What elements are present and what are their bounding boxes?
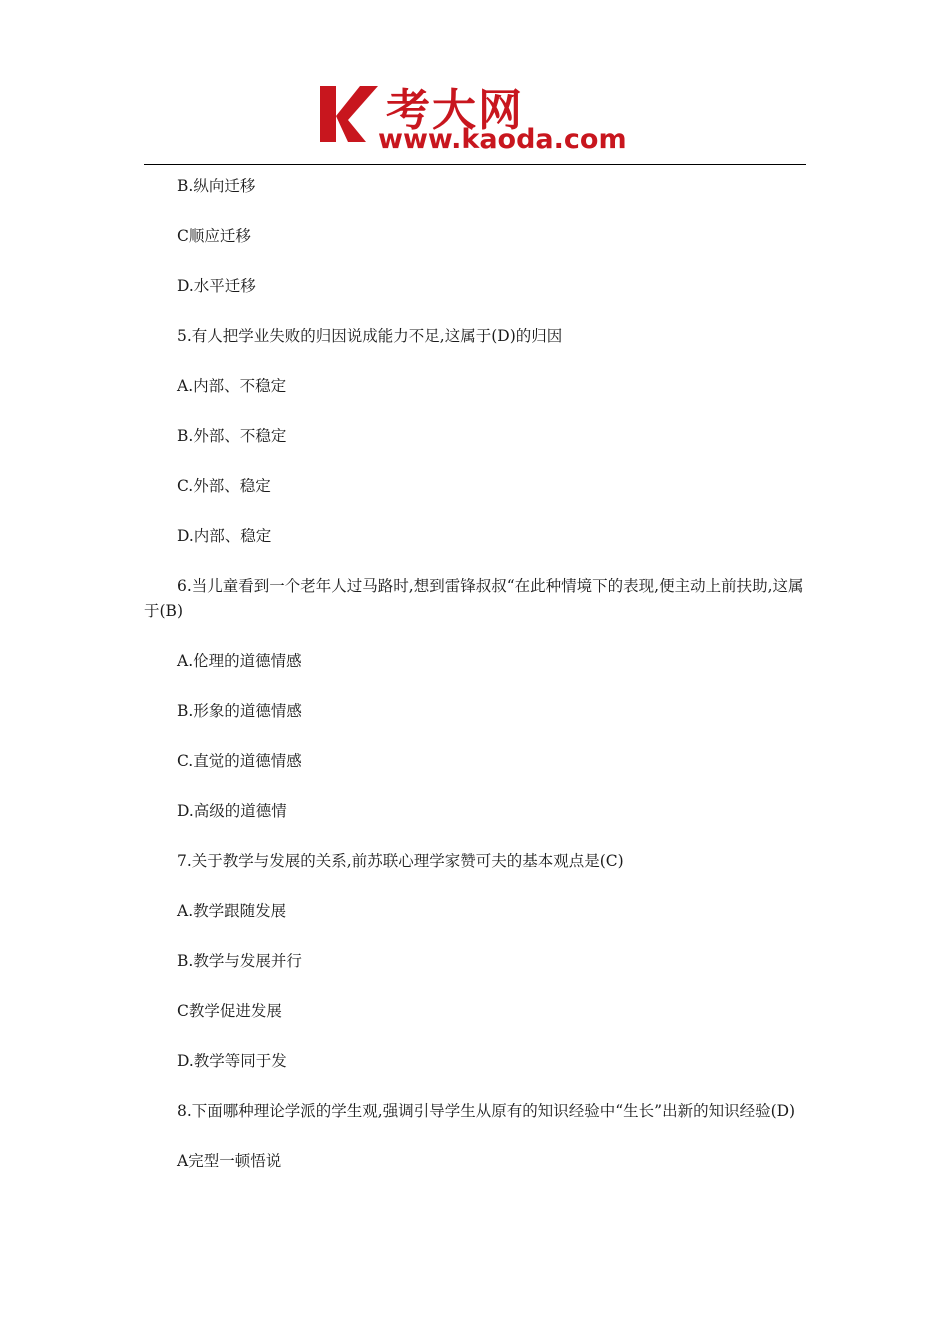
option-line: C.直觉的道德情感 — [177, 752, 302, 770]
option-line: B.教学与发展并行 — [177, 952, 302, 970]
option-line: D.内部、稳定 — [177, 527, 272, 545]
k-logo-icon — [316, 80, 378, 148]
header-divider — [144, 164, 806, 165]
question-8: 8.下面哪种理论学派的学生观,强调引导学生从原有的知识经验中“生长”出新的知识经验(D) — [177, 1102, 796, 1120]
option-line: D.高级的道德情 — [177, 802, 287, 820]
question-7: 7.关于教学与发展的关系,前苏联心理学家赞可夫的基本观点是(C) — [177, 852, 624, 870]
option-line: A.伦理的道德情感 — [177, 652, 302, 670]
option-line: C.外部、稳定 — [177, 477, 271, 495]
option-line: D.水平迁移 — [177, 277, 256, 295]
document-body — [144, 174, 806, 1199]
option-line: B.形象的道德情感 — [177, 702, 302, 720]
option-line: B.纵向迁移 — [177, 177, 256, 195]
option-line: C顺应迁移 — [177, 227, 251, 245]
option-line: D.教学等同于发 — [177, 1052, 287, 1070]
question-5: 5.有人把学业失败的归因说成能力不足,这属于(D)的归因 — [177, 327, 563, 345]
option-line: B.外部、不稳定 — [177, 427, 287, 445]
logo-url: www.kaoda.com — [378, 124, 627, 155]
option-line: A.内部、不稳定 — [177, 377, 287, 395]
option-line: C教学促进发展 — [177, 1002, 282, 1020]
question-6: 6.当儿童看到一个老年人过马路时,想到雷锋叔叔“在此种情境下的表现,便主动上前扶助,这属于(B) — [144, 577, 804, 620]
kaoda-logo — [316, 80, 646, 160]
option-line: A.教学跟随发展 — [177, 902, 287, 920]
logo-chinese-name: 考大网 — [386, 85, 524, 136]
option-line: A完型一顿悟说 — [177, 1152, 282, 1170]
page-header — [0, 0, 950, 170]
